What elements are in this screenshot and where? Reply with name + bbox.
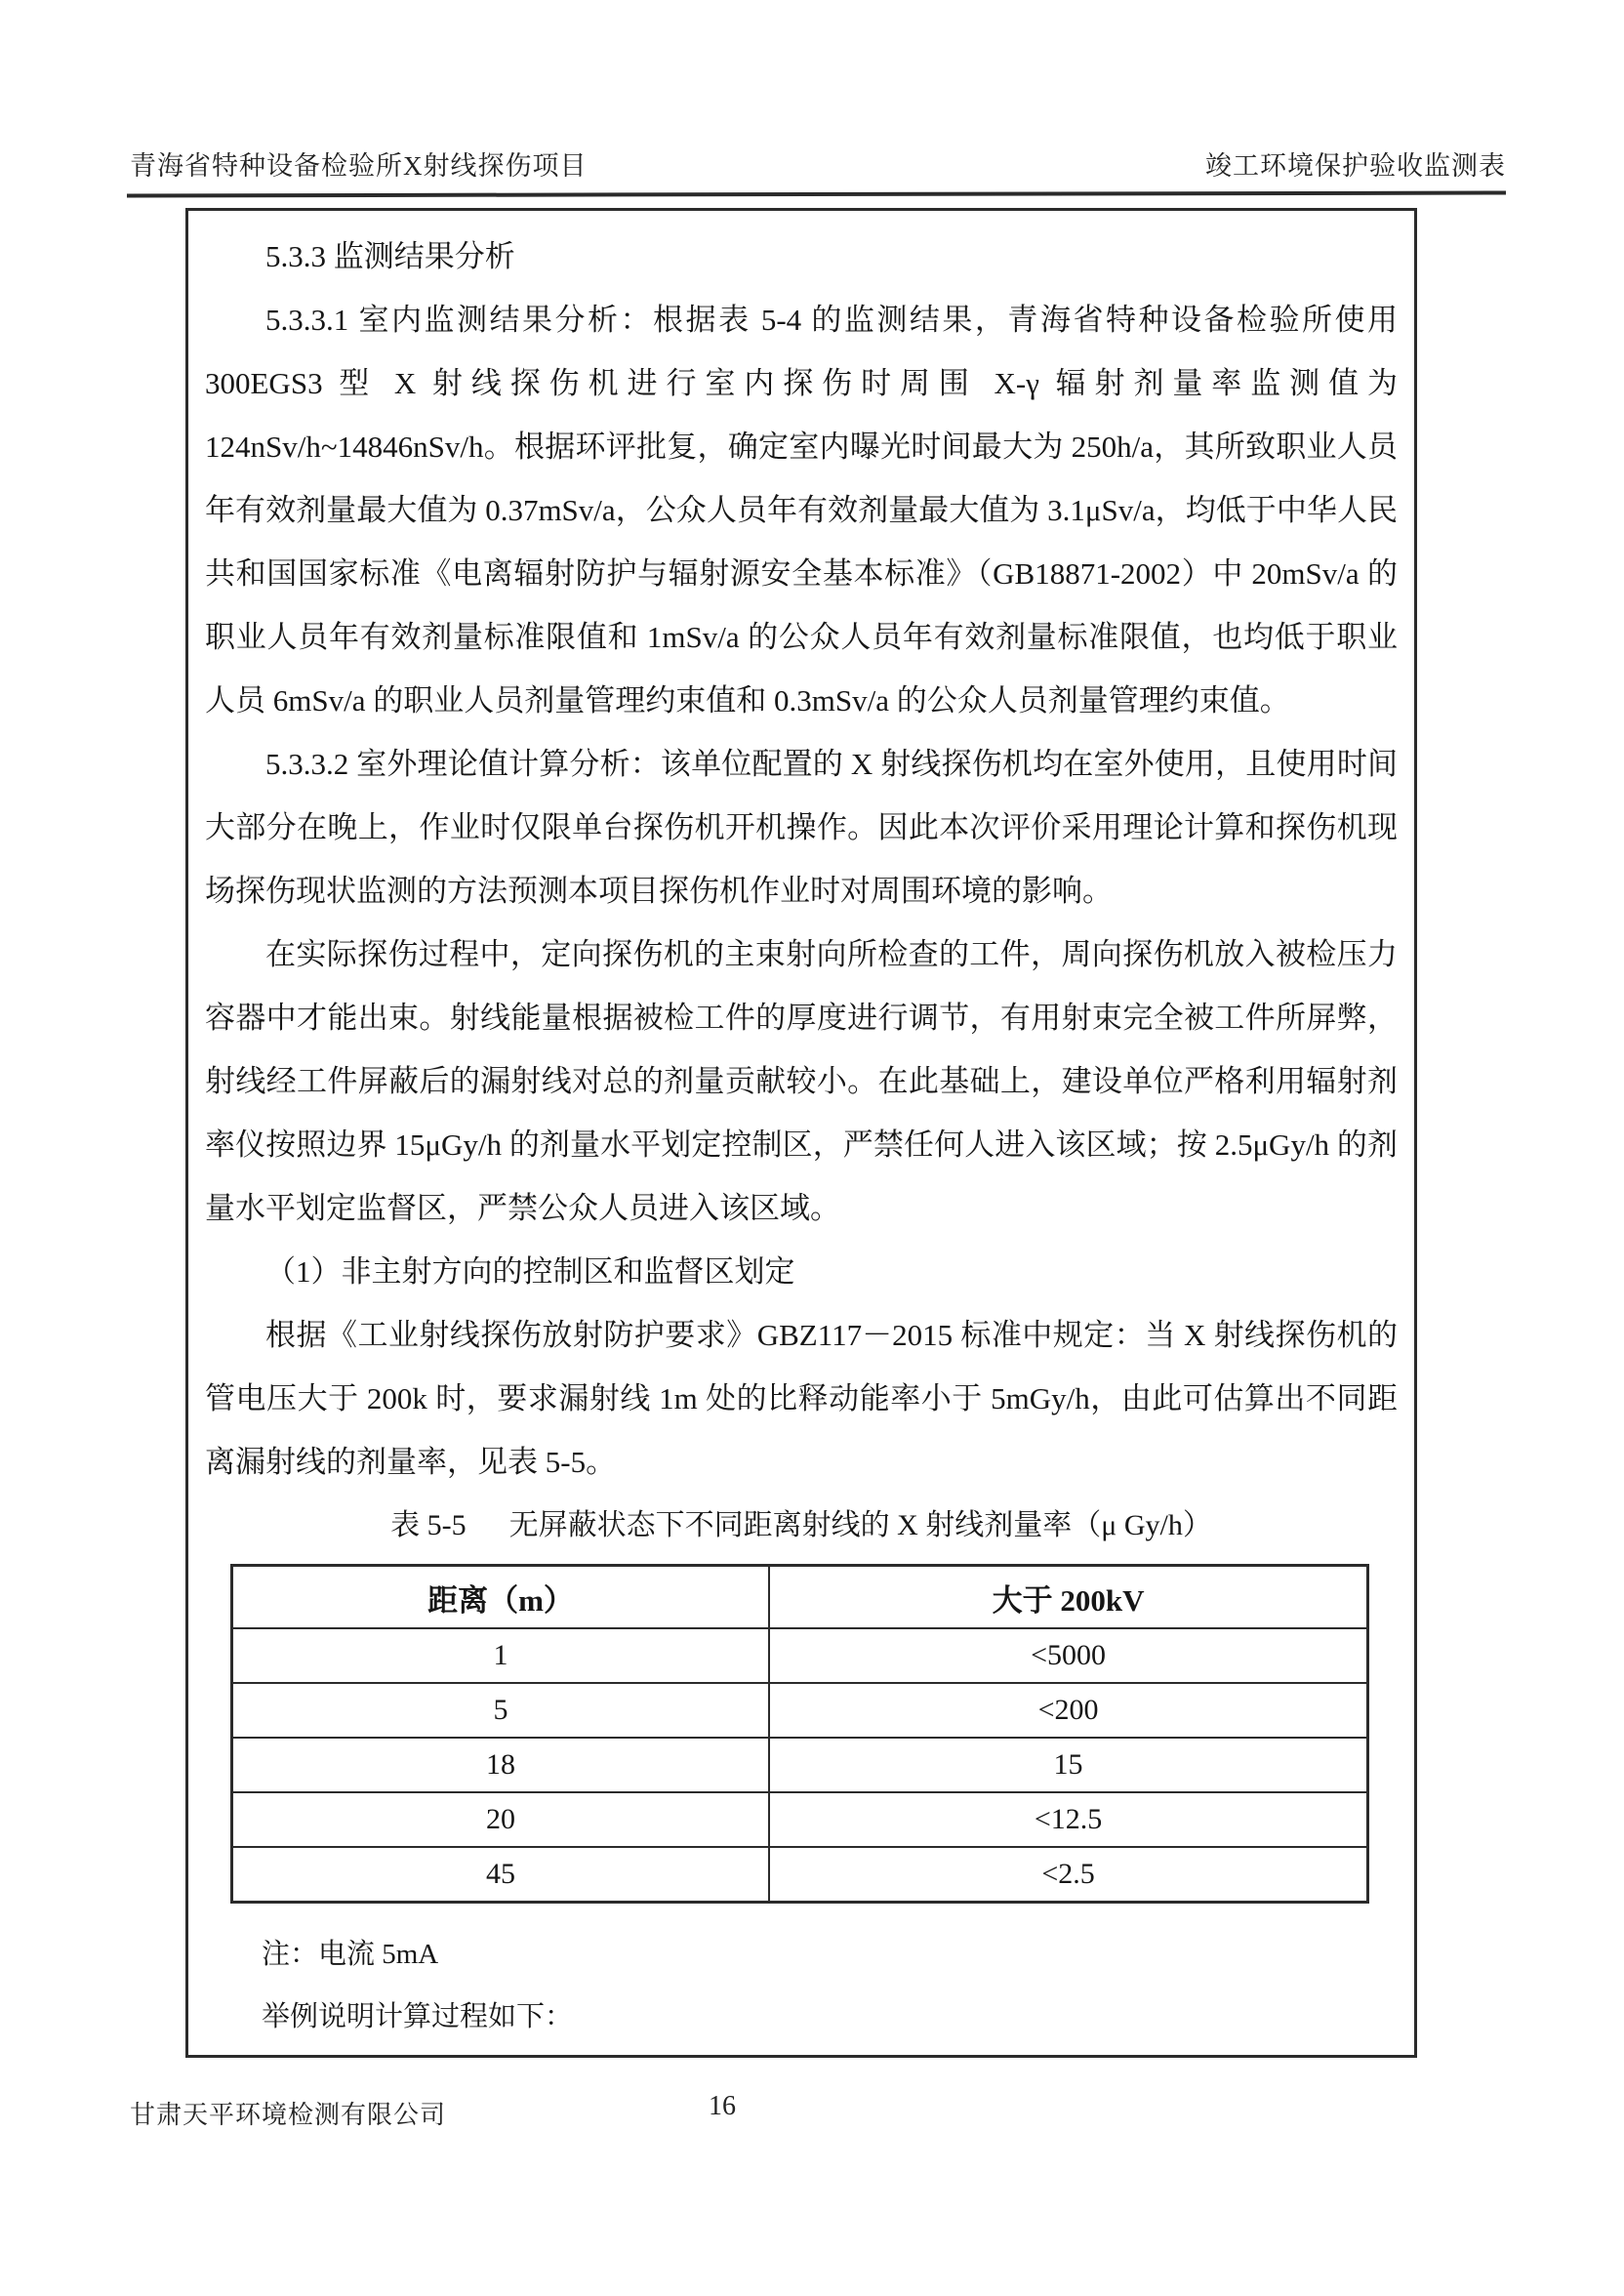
table-caption-label: 表 5-5	[390, 1509, 467, 1541]
table-cell-distance: 5	[232, 1683, 770, 1738]
table-cell-dose: <2.5	[769, 1847, 1367, 1903]
dose-rate-table	[230, 1564, 1369, 1904]
table-row	[232, 1792, 1368, 1847]
content-border-box	[185, 208, 1417, 2058]
paragraph-indoor-analysis: 5.3.3.1 室内监测结果分析：根据表 5-4 的监测结果，青海省特种设备检验所使用 300EGS3 型 X 射线探伤机进行室内探伤时周围 X-γ 辐射剂量率监测值为 124nSv/h~14846nSv/h。根据环评批复，确定室内曝光时间最大为 250h/a，其所致职业人员年有效剂量最大值为 0.37mSv/a，公众人员年有效剂量最大值为 3.1μSv/a，均低于中华人民共和国国家标准《电离辐射防护与辐射源安全基本标准》（GB18871-2002）中 20mSv/a 的职业人员年有效剂量标准限值和 1mSv/a 的公众人员年有效剂量标准限值，也均低于职业人员 6mSv/a 的职业人员剂量管理约束值和 0.3mSv/a 的公众人员剂量管理约束值。	[205, 303, 1398, 718]
table-row	[232, 1847, 1368, 1903]
header-divider-line	[127, 191, 1506, 198]
paragraph-gbz117-standard: 根据《工业射线探伤放射防护要求》GBZ117－2015 标准中规定：当 X 射线探伤机的管电压大于 200k 时，要求漏射线 1m 处的比释动能率小于 5mGy/h，由此可估算出不同距离漏射线的剂量率，见表 5-5。	[205, 1318, 1398, 1479]
table-row	[232, 1738, 1368, 1792]
header-doc-type: 竣工环境保护验收监测表	[1205, 151, 1506, 181]
footer-company-name: 甘肃天平环境检测有限公司	[130, 2101, 447, 2129]
table-cell-dose: 15	[769, 1738, 1367, 1792]
running-header	[130, 144, 1506, 183]
table-header-distance: 距离（m）	[232, 1566, 770, 1629]
table-cell-dose: <12.5	[769, 1792, 1367, 1847]
closing-line: 举例说明计算过程如下：	[262, 2001, 574, 2032]
table-cell-dose: <200	[769, 1683, 1367, 1738]
paragraph-detection-process: 在实际探伤过程中，定向探伤机的主束射向所检查的工件，周向探伤机放入被检压力容器中才能出束。射线能量根据被检工件的厚度进行调节，有用射束完全被工件所屏弊，射线经工件屏蔽后的漏射线对总的剂量贡献较小。在此基础上，建设单位严格利用辐射剂率仪按照边界 15μGy/h 的剂量水平划定控制区，严禁任何人进入该区域；按 2.5μGy/h 的剂量水平划定监督区，严禁公众人员进入该区域。	[205, 937, 1398, 1225]
table-header-row	[232, 1566, 1368, 1629]
table-caption-title: 无屏蔽状态下不同距离射线的 X 射线剂量率（μ Gy/h）	[508, 1509, 1212, 1541]
table-header-voltage: 大于 200kV	[769, 1566, 1367, 1629]
table-cell-distance: 45	[232, 1847, 770, 1903]
table-cell-dose: <5000	[769, 1628, 1367, 1683]
table-row	[232, 1683, 1368, 1738]
paragraph-zone-division-heading: （1）非主射方向的控制区和监督区划定	[265, 1254, 795, 1289]
paragraph-outdoor-analysis: 5.3.3.2 室外理论值计算分析：该单位配置的 X 射线探伤机均在室外使用，且使用时间大部分在晚上，作业时仅限单台探伤机开机操作。因此本次评价采用理论计算和探伤机现场探伤现状监测的方法预测本项目探伤机作业时对周围环境的影响。	[205, 747, 1398, 908]
footer-page-number: 16	[709, 2091, 736, 2121]
table-caption	[205, 1496, 1398, 1556]
header-project-title: 青海省特种设备检验所X射线探伤项目	[130, 151, 588, 181]
table-cell-distance: 18	[232, 1738, 770, 1792]
table-note: 注：电流 5mA	[262, 1939, 439, 1970]
table-row	[232, 1628, 1368, 1683]
table-cell-distance: 1	[232, 1628, 770, 1683]
table-cell-distance: 20	[232, 1792, 770, 1847]
section-heading-5-3-3: 5.3.3 监测结果分析	[265, 239, 515, 273]
